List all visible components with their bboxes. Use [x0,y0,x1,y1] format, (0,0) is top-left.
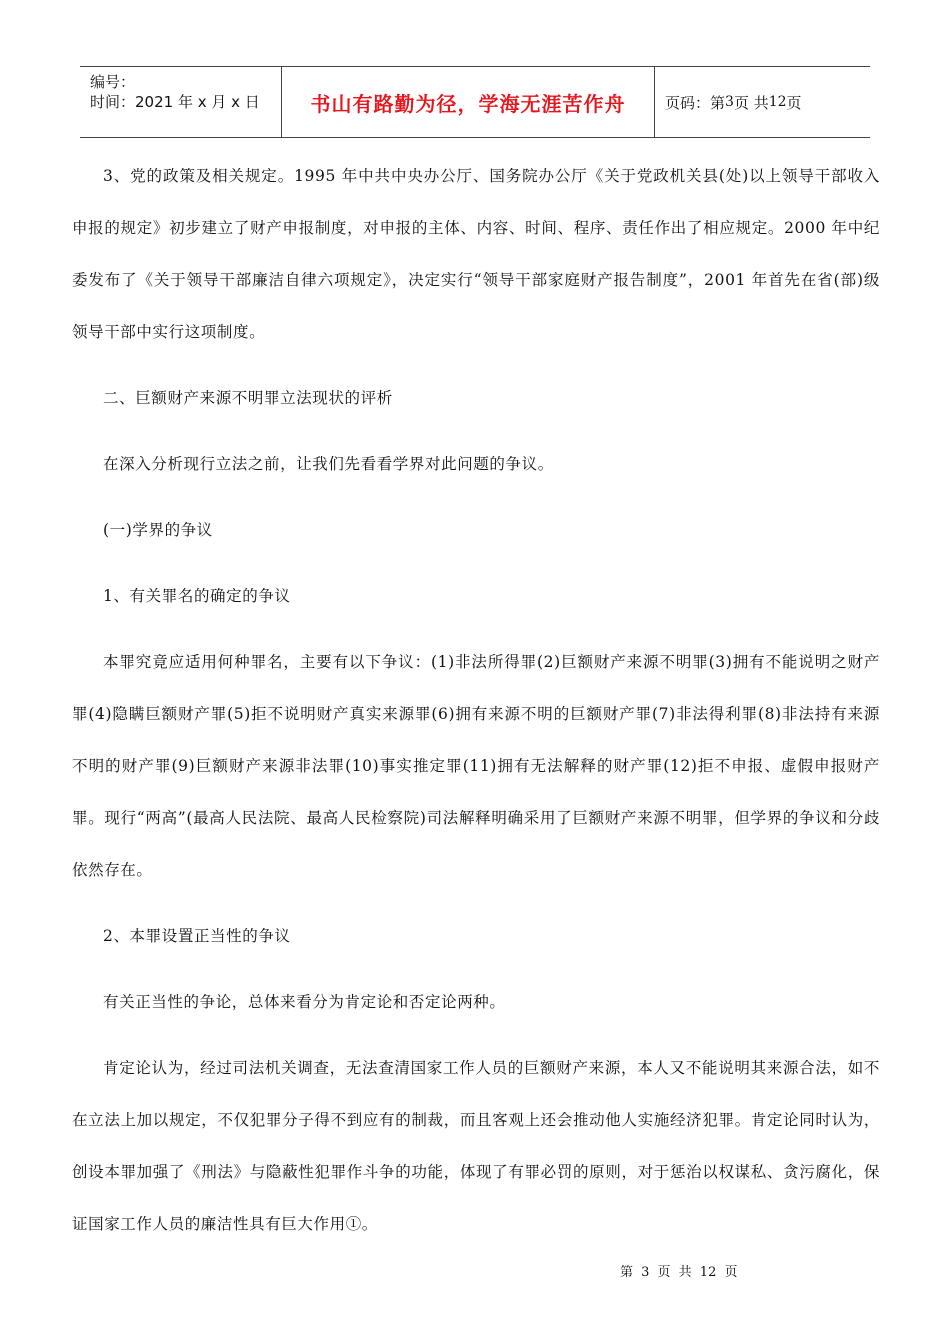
page-footer: 第 3 页 共 12 页 [620,1265,738,1280]
header-meta [80,67,282,137]
paragraph-intro: 在深入分析现行立法之前，让我们先看看学界对此问题的争议。 [103,455,554,473]
subsection-heading-academic-dispute: (一)学界的争议 [103,521,213,539]
paragraph-affirmative-view: 肯定论认为，经过司法机关调查，无法查清国家工作人员的巨额财产来源，本人又不能说明其来源合法，如不在立法上加以规定，不仅犯罪分子得不到应有的制裁，而且客观上还会推动他人实施经济犯罪。肯定论同时认为，创设本罪加强了《刑法》与隐蔽性犯罪作斗争的功能，体现了有罪必罚的原则，对于惩治以权谋私、贪污腐化，保证国家工作人员的廉洁性具有巨大作用①。 [72,1059,880,1233]
document-number-label: 编号： [90,73,136,91]
header-page-indicator: 页码：第 3 页 共 12 页 [665,93,802,112]
header-motto: 书山有路勤为径，学海无涯苦作舟 [282,67,655,137]
paragraph-charge-naming: 本罪究竟应适用何种罪名，主要有以下争议：(1)非法所得罪(2)巨额财产来源不明罪(3)拥有不能说明之财产罪(4)隐瞒巨额财产罪(5)拒不说明财产真实来源罪(6)拥有来源不明的巨额财产罪(7)非法得利罪(8)非法持有来源不明的财产罪(9)巨额财产来源非法罪(10)事实推定罪(11)拥有无法解释的财产罪(12)拒不申报、虚假申报财产罪。现行“两高”(最高人民法院、最高人民检察院)司法解释明确采用了巨额财产来源不明罪，但学界的争议和分歧依然存在。 [72,653,880,879]
subheading-legitimacy: 2、本罪设置正当性的争议 [103,927,291,945]
document-body [72,150,880,1250]
total-page-number: 12 [768,94,787,110]
paragraph-legitimacy-intro: 有关正当性的争论，总体来看分为肯定论和否定论两种。 [103,993,506,1011]
subheading-charge-naming: 1、有关罪名的确定的争议 [103,587,291,605]
current-page-number: 3 [725,94,734,110]
page-header [80,66,870,138]
paragraph-policy: 3、党的政策及相关规定。1995 年中共中央办公厅、国务院办公厅《关于党政机关县(处)以上领导干部收入申报的规定》初步建立了财产申报制度，对申报的主体、内容、时间、程序、责任作出了相应规定。2000 年中纪委发布了《关于领导干部廉洁自律六项规定》，决定实行“领导干部家庭财产报告制度”，2001 年首先在省(部)级领导干部中实行这项制度。 [72,167,880,341]
section-heading-2: 二、巨额财产来源不明罪立法现状的评析 [103,389,393,407]
document-date: 时间：2021 年 x 月 x 日 [90,93,260,111]
